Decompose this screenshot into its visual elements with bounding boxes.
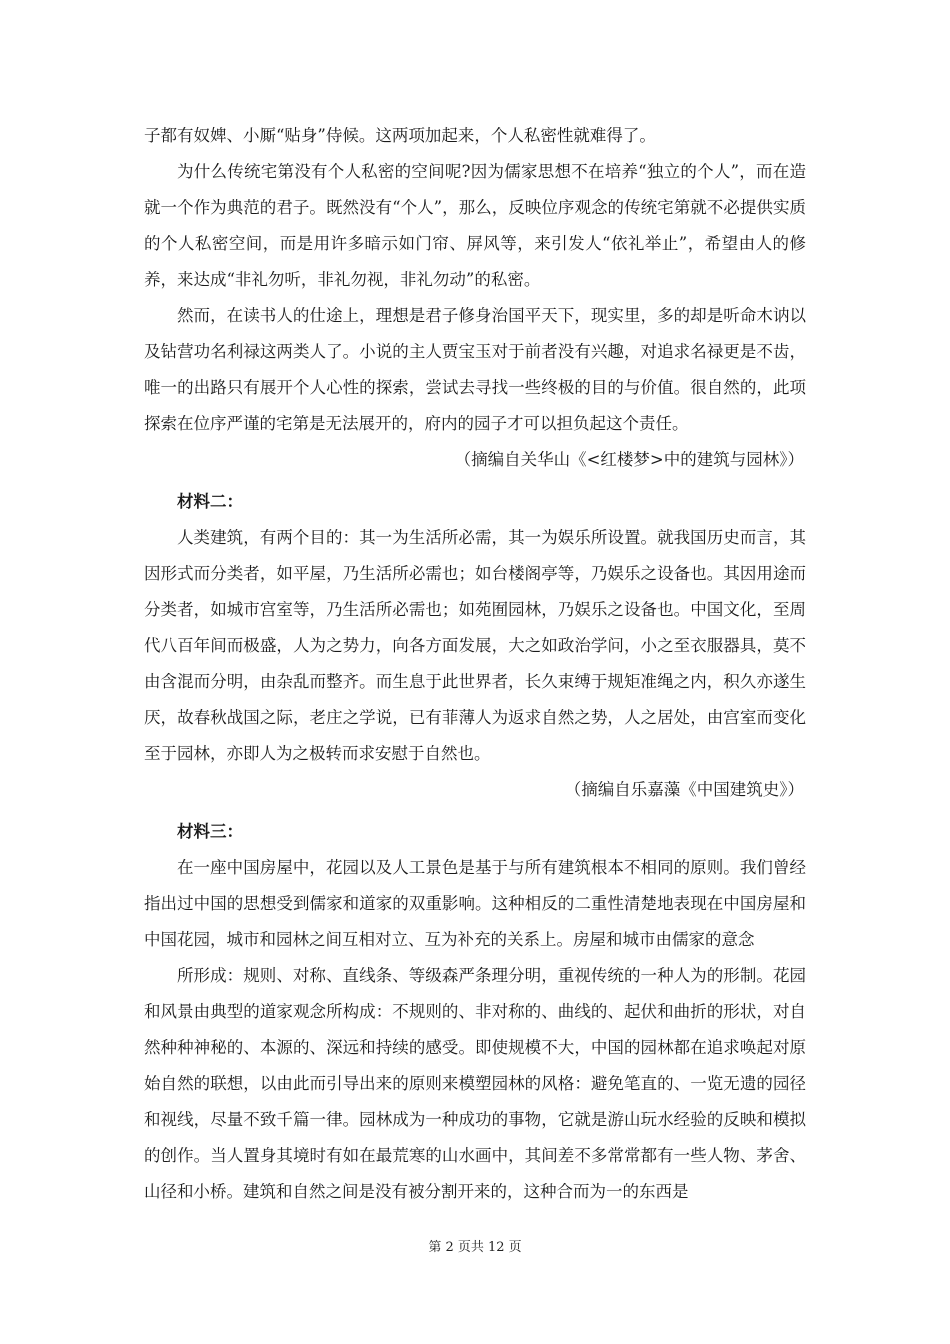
source-citation-2: （摘编自乐嘉藻《中国建筑史》）	[564, 780, 804, 799]
paragraph-architecture-purpose: 人类建筑，有两个目的：其一为生活所必需，其一为娱乐所设置。就我国历史而言，其因形式而分类者，如平屋，乃生活所必需也；如台楼阁亭等，乃娱乐之设备也。其因用途而分类者，如城市宫室等，乃生活所必需也；如苑囿园林，乃娱乐之设备也。中国文化，至周代八百年间而极盛，人为之势力，向各方面发展，大之如政治学问，小之至衣服器具，莫不由含混而分明，由杂乱而整齐。而生息于此世界者，长久束缚于规矩准绳之内，积久亦遂生厌，故春秋战国之际，老庄之学说，已有菲薄人为返求自然之势，人之居处，由宫室而变化至于园林，亦即人为之极转而求安慰于自然也。	[144, 528, 806, 763]
page-footer: 第 2 页共 12 页	[428, 1240, 522, 1255]
paragraph-garden-principles: 所形成：规则、对称、直线条、等级森严条理分明，重视传统的一种人为的形制。花园和风景由典型的道家观念所构成：不规则的、非对称的、曲线的、起伏和曲折的形状，对自然种种神秘的、本源的、深远和持续的感受。即使规模不大，中国的园林都在追求唤起对原始自然的联想，以由此而引导出来的原则来模塑园林的风格：避免笔直的、一览无遗的园径和视线，尽量不致千篇一律。园林成为一种成功的事物，它就是游山玩水经验的反映和模拟的创作。当人置身其境时有如在最荒寒的山水画中，其间差不多常常都有一些人物、茅舍、山径和小桥。建筑和自然之间是没有被分割开来的，这种合而为一的东西是	[144, 966, 806, 1201]
heading-material-2: 材料二：	[177, 492, 243, 511]
paragraph-chinese-garden: 在一座中国房屋中，花园以及人工景色是基于与所有建筑根本不相同的原则。我们曾经指出过中国的思想受到儒家和道家的双重影响。这种相反的二重性清楚地表现在中国房屋和中国花园，城市和园林之间互相对立、互为补充的关系上。房屋和城市由儒家的意念	[144, 858, 806, 949]
paragraph-private-space: 为什么传统宅第没有个人私密的空间呢?因为儒家思想不在培养“独立的个人”，而在造就一个作为典范的君子。既然没有“个人”，那么，反映位序观念的传统宅第就不必提供实质的个人私密空间，而是用许多暗示如门帘、屏风等，来引发人“依礼举止”，希望由人的修养，来达成“非礼勿听，非礼勿视，非礼勿动”的私密。	[144, 162, 806, 289]
document-body	[144, 118, 806, 1210]
paragraph-continued: 子都有奴婢、小厮“贴身”侍候。这两项加起来，个人私密性就难得了。	[144, 126, 656, 145]
source-citation-1: （摘编自关华山《<红楼梦>中的建筑与园林》）	[454, 450, 804, 469]
heading-material-3: 材料三：	[177, 822, 243, 841]
paragraph-scholar-career: 然而，在读书人的仕途上，理想是君子修身治国平天下，现实里，多的却是听命木讷以及钻营功名利禄这两类人了。小说的主人贾宝玉对于前者没有兴趣，对追求名禄更是不齿，唯一的出路只有展开个人心性的探索，尝试去寻找一些终极的目的与价值。很自然的，此项探索在位序严谨的宅第是无法展开的，府内的园子才可以担负起这个责任。	[144, 306, 806, 433]
